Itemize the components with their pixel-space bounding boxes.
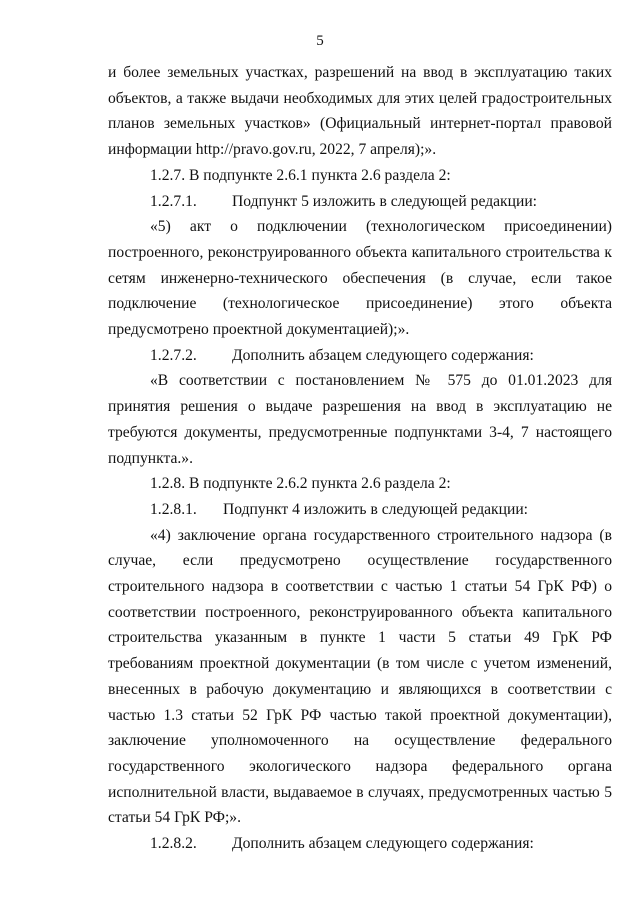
item-text: Подпункт 4 изложить в следующей редакции: — [223, 500, 528, 518]
item-number: 1.2.7.1. — [150, 192, 197, 210]
paragraph-item-1-2-7: 1.2.7. В подпункте 2.6.1 пункта 2.6 раздела 2: — [150, 166, 451, 184]
item-text: Подпункт 5 изложить в следующей редакции: — [232, 192, 537, 210]
paragraph-subpoint-5: «5) акт о подключении (технологическом присоединении) построенного, реконструированного объекта капитального строительства к сетям инженерно-технического обеспечения (в случае, если такое подключение (технологическое присоединение) этого объекта предусмотрено проектной документацией);». — [108, 218, 612, 339]
paragraph-resolution-575: «В соответствии с постановлением № 575 до 01.01.2023 для принятия решения о выдаче разрешения на ввод в эксплуатацию не требуются документы, предусмотренные подпунктами 3-4, 7 настоящего подпункта.». — [108, 372, 612, 467]
item-number: 1.2.8.1. — [150, 500, 197, 518]
paragraph-item-1-2-7-1 — [108, 189, 612, 215]
item-text: Дополнить абзацем следующего содержания: — [232, 346, 534, 364]
document-body — [108, 60, 612, 857]
paragraph-item-1-2-7-2 — [108, 343, 612, 369]
item-text: Дополнить абзацем следующего содержания: — [232, 835, 534, 853]
paragraph-item-1-2-8: 1.2.8. В подпункте 2.6.2 пункта 2.6 раздела 2: — [150, 475, 451, 493]
paragraph-item-1-2-8-1 — [108, 497, 612, 523]
item-number: 1.2.7.2. — [150, 346, 197, 364]
item-number: 1.2.8.2. — [150, 835, 197, 853]
paragraph-subpoint-4: «4) заключение органа государственного строительного надзора (в случае, если предусмотрено осуществление государственного строительного надзора в соответствии с частью 1 статьи 54 ГрК РФ) о соответствии построенного, реконструированного объекта капитального строительства указанным в пункте 1 части 5 статьи 49 ГрК РФ требованиям проектной документации (в том числе с учетом изменений, внесенных в рабочую документацию и являющихся в соответствии с частью 1.3 статьи 52 ГрК РФ частью такой проектной документации), заключение уполномоченного на осуществление федерального государственного экологического надзора федерального органа исполнительной власти, выдаваемое в случаях, предусмотренных частью 5 статьи 54 ГрК РФ;». — [108, 526, 612, 827]
paragraph-item-1-2-8-2 — [108, 831, 612, 857]
paragraph-continuation: и более земельных участках, разрешений на ввод в эксплуатацию таких объектов, а также выдачи необходимых для этих целей градостроительных планов земельных участков» (Официальный интернет-портал правовой информации http://pravo.gov.ru, 2022, 7 апреля);». — [108, 64, 612, 159]
page-number: 5 — [316, 33, 324, 49]
